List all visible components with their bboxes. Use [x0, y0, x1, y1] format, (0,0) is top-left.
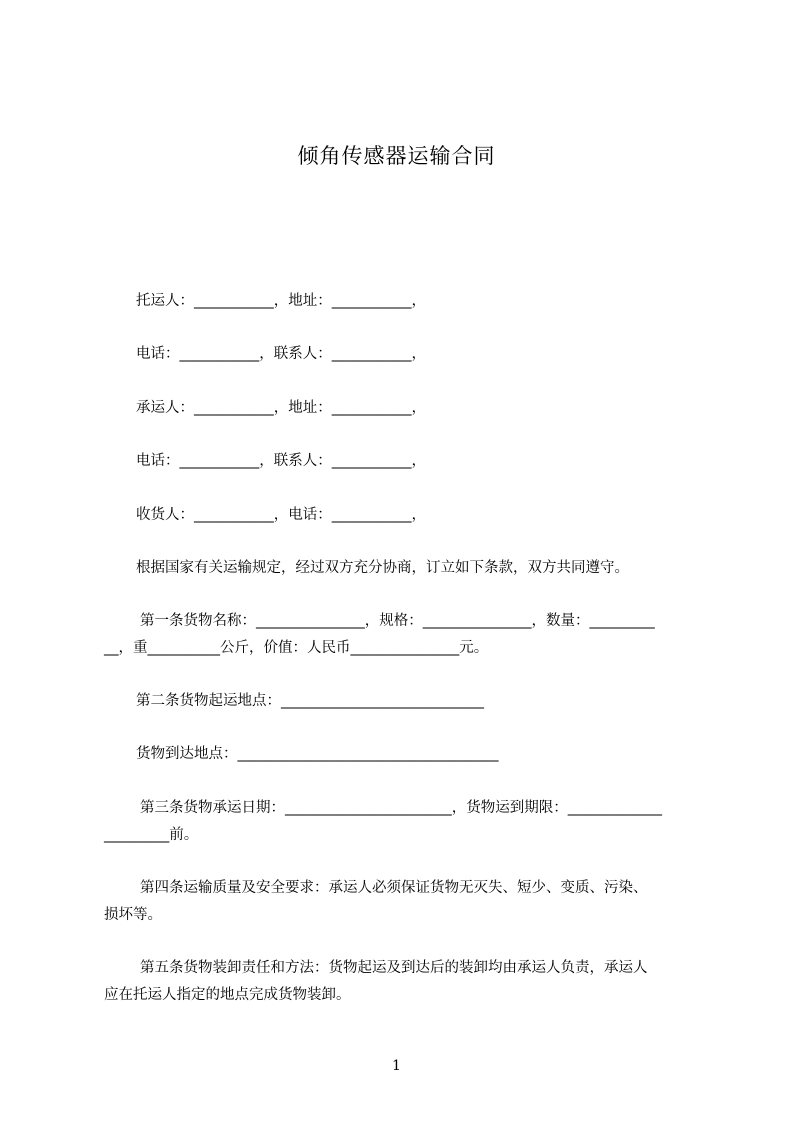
shipper-phone-line	[104, 345, 704, 363]
carrier-phone-line	[104, 452, 704, 470]
contract-title: 倾角传感器运输合同	[297, 144, 496, 168]
destination-text: 货物到达地点：____________________________________	[136, 746, 499, 762]
clause-3-line-1	[104, 799, 704, 817]
clause-2-text: 第二条货物起运地点：____________________________	[136, 693, 484, 709]
preamble-text: 根据国家有关运输规定，经过双方充分协商，订立如下条款，双方共同遵守。	[136, 560, 629, 576]
shipper-phone-text: 电话：___________，联系人：___________，	[136, 346, 426, 362]
clause-2-line	[104, 692, 704, 710]
clause-1-text-2: __，重__________公斤，价值：人民币_______________元。	[104, 640, 489, 656]
shipper-line	[104, 292, 704, 310]
shipper-text: 托运人：___________，地址：___________，	[136, 293, 426, 309]
page-number: 1	[392, 1058, 401, 1074]
clause-4-text-2: 损坏等。	[104, 907, 162, 923]
consignee-line	[104, 506, 704, 524]
carrier-phone-text: 电话：___________，联系人：___________，	[136, 453, 426, 469]
clause-5-text-2: 应在托运人指定的地点完成货物装卸。	[104, 987, 351, 1003]
destination-line	[104, 745, 704, 763]
preamble-line	[104, 559, 704, 577]
clause-5-line-2	[104, 986, 704, 1004]
clause-4-text-1: 第四条运输质量及安全要求：承运人必须保证货物无灭失、短少、变质、污染、	[140, 880, 648, 896]
clause-3-line-2	[104, 826, 704, 844]
clause-5-line-1	[104, 959, 704, 977]
clause-1-line-2	[104, 639, 704, 657]
clause-1-text-1: 第一条货物名称：_______________，规格：_______________，数量：_________	[140, 613, 655, 629]
clause-4-line-2	[104, 906, 704, 924]
clause-5-text-1: 第五条货物装卸责任和方法：货物起运及到达后的装卸均由承运人负责，承运人	[140, 960, 648, 976]
clause-3-text-2: _________前。	[104, 827, 199, 843]
clause-3-text-1: 第三条货物承运日期：_______________________，货物运到期限：_____________	[140, 800, 662, 816]
carrier-text: 承运人：___________，地址：___________，	[136, 400, 426, 416]
clause-4-line-1	[104, 879, 704, 897]
carrier-line	[104, 399, 704, 417]
clause-1-line-1	[104, 612, 704, 630]
consignee-text: 收货人：___________，电话：___________，	[136, 507, 426, 523]
